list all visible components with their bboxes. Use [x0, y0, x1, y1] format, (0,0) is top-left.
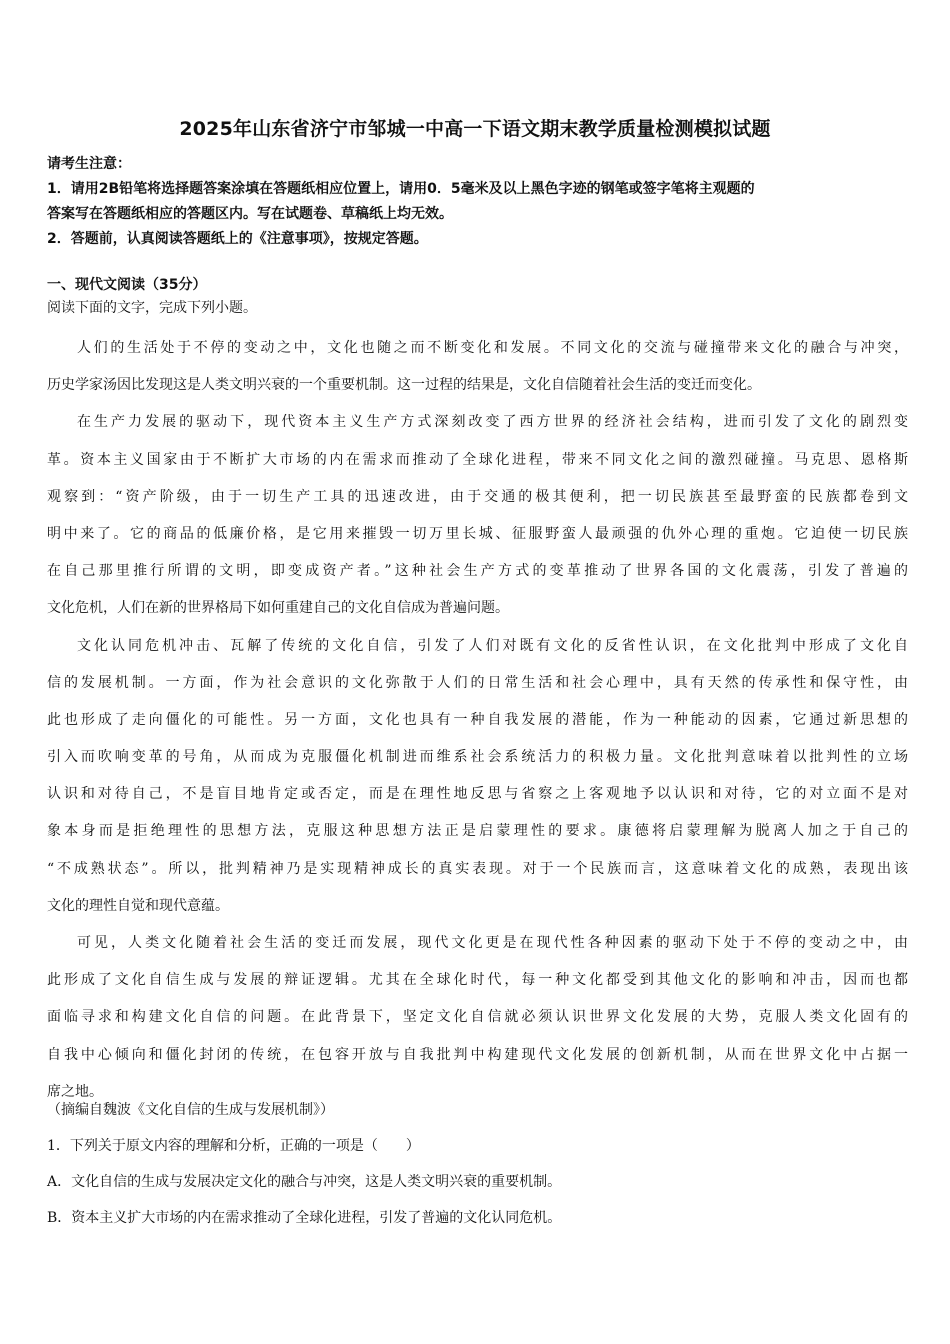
passage-line: 此形成了文化自信生成与发展的辩证逻辑。尤其在全球化时代，每一种文化都受到其他文化的影响和冲击，因而也都 — [47, 972, 908, 989]
passage-line: 在生产力发展的驱动下，现代资本主义生产方式深刻改变了西方世界的经济社会结构，进而引发了文化的剧烈变 — [77, 414, 908, 431]
notice-heading: 请考生注意： — [47, 156, 131, 172]
passage-line: 文化认同危机冲击、瓦解了传统的文化自信，引发了人们对既有文化的反省性认识，在文化批判中形成了文化自 — [77, 637, 908, 654]
passage-line: 文化的理性自觉和现代意蕴。 — [47, 897, 229, 914]
passage-line: 人们的生活处于不停的变动之中，文化也随之而不断变化和发展。不同文化的交流与碰撞带来文化的融合与冲突， — [77, 340, 908, 356]
passage-line: 认识和对待自己，不是盲目地肯定或否定，而是在理性地反思与省察之上客观地予以认识和对待，它的对立面不是对 — [47, 786, 908, 803]
passage-source: （摘编自魏波《文化自信的生成与发展机制》） — [47, 1102, 334, 1118]
question-stem: 1．下列关于原文内容的理解和分析，正确的一项是（ ） — [47, 1138, 420, 1154]
candidate-notice — [47, 152, 907, 252]
passage-line: 在自己那里推行所谓的文明，即变成资产者。”这种社会生产方式的变革推动了世界各国的文化震荡，引发了普遍的 — [47, 563, 908, 580]
passage-line: 革。资本主义国家由于不断扩大市场的内在需求而推动了全球化进程，带来不同文化之间的激烈碰撞。马克思、恩格斯 — [47, 451, 908, 468]
page-title: 2025年山东省济宁市邹城一中高一下语文期末教学质量检测模拟试题 — [179, 118, 771, 140]
section-instruction: 阅读下面的文字，完成下列小题。 — [47, 300, 257, 316]
notice-line: 答案写在答题纸相应的答题区内。写在试题卷、草稿纸上均无效。 — [47, 206, 453, 222]
passage-line: 观察到：“资产阶级，由于一切生产工具的迅速改进，由于交通的极其便利，把一切民族甚至最野蛮的民族都卷到文 — [47, 488, 908, 505]
passage-line: 引入而吹响变革的号角，从而成为克服僵化机制进而维系社会系统活力的积极力量。文化批判意味着以批判性的立场 — [47, 749, 908, 766]
reading-passage — [47, 330, 908, 1111]
option-a: A．文化自信的生成与发展决定文化的融合与冲突，这是人类文明兴衰的重要机制。 — [47, 1174, 562, 1190]
passage-line: 面临寻求和构建文化自信的问题。在此背景下，坚定文化自信就必须认识世界文化发展的大势，克服人类文化固有的 — [47, 1009, 908, 1026]
section-heading: 一、现代文阅读（35分） — [47, 277, 207, 293]
passage-line: “不成熟状态”。所以，批判精神乃是实现精神成长的真实表现。对于一个民族而言，这意味着文化的成熟，表现出该 — [47, 860, 908, 877]
question-1 — [47, 1134, 907, 1242]
passage-line: 象本身而是拒绝理性的思想方法，克服这种思想方法正是启蒙理性的要求。康德将启蒙理解为脱离人加之于自己的 — [47, 823, 908, 840]
passage-line: 可见，人类文化随着社会生活的变迁而发展，现代文化更是在现代性各种因素的驱动下处于不停的变动之中，由 — [77, 935, 908, 951]
passage-line: 明中来了。它的商品的低廉价格，是它用来摧毁一切万里长城、征服野蛮人最顽强的仇外心理的重炮。它迫使一切民族 — [47, 525, 908, 542]
section-header — [47, 274, 907, 320]
passage-line: 文化危机，人们在新的世界格局下如何重建自己的文化自信成为普遍问题。 — [47, 600, 509, 617]
option-b: B．资本主义扩大市场的内在需求推动了全球化进程，引发了普遍的文化认同危机。 — [47, 1210, 562, 1226]
passage-line: 此也形成了走向僵化的可能性。另一方面，文化也具有一种自我发展的潜能，作为一种能动的因素，它通过新思想的 — [47, 711, 908, 728]
passage-line: 席之地。 — [47, 1083, 103, 1100]
notice-line: 2．答题前，认真阅读答题纸上的《注意事项》，按规定答题。 — [47, 231, 428, 247]
passage-line: 自我中心倾向和僵化封闭的传统，在包容开放与自我批判中构建现代文化发展的创新机制，从而在世界文化中占据一 — [47, 1046, 908, 1063]
notice-line: 1．请用2B铅笔将选择题答案涂填在答题纸相应位置上，请用0．5毫米及以上黑色字迹的钢笔或签字笔将主观题的 — [47, 181, 755, 197]
passage-line: 信的发展机制。一方面，作为社会意识的文化弥散于人们的日常生活和社会心理中，具有天然的传承性和保守性，由 — [47, 674, 908, 691]
passage-line: 历史学家汤因比发现这是人类文明兴衰的一个重要机制。这一过程的结果是，文化自信随着社会生活的变迁而变化。 — [47, 377, 761, 394]
